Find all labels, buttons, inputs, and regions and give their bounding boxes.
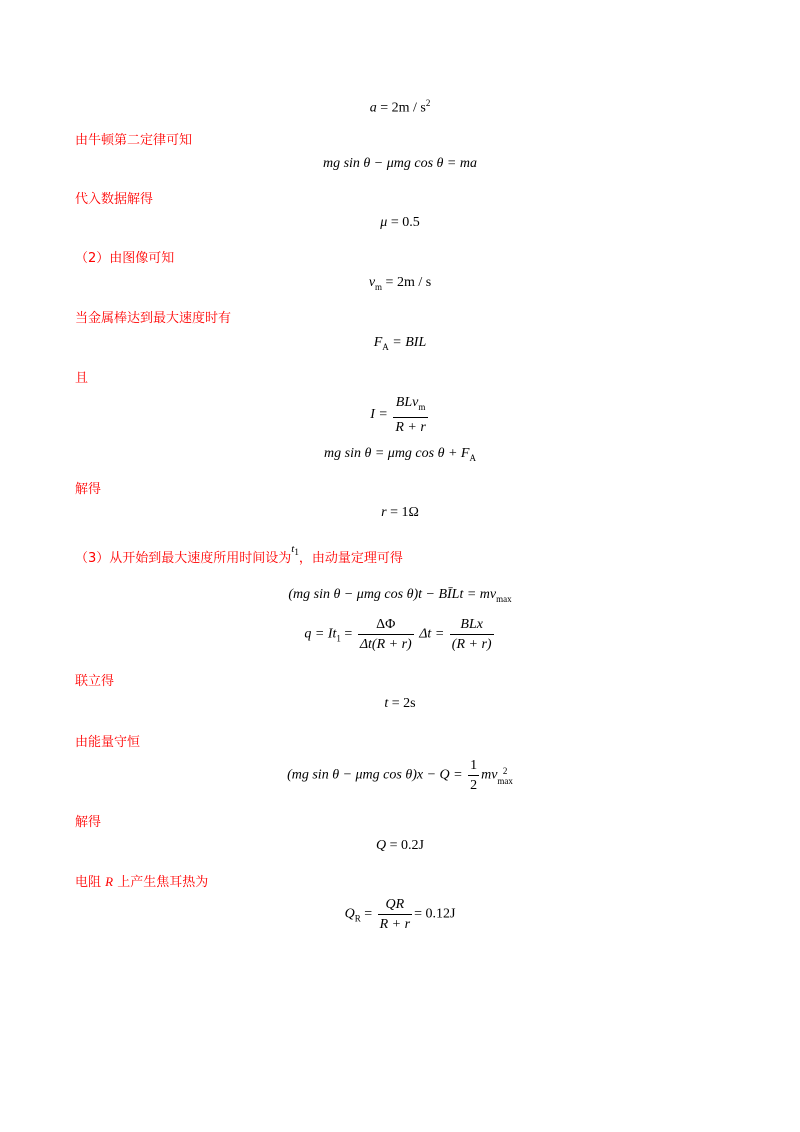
eq-text: = 1Ω xyxy=(386,505,419,520)
frac-num: BLx xyxy=(460,617,483,632)
text-line: 当金属棒达到最大速度时有 xyxy=(75,311,232,326)
eq-sub: 1 xyxy=(336,633,341,644)
eq-text: = 0.5 xyxy=(387,215,420,230)
eq-text: mv xyxy=(481,767,498,783)
frac-den: R + r xyxy=(395,419,426,435)
eq-sup: 2 xyxy=(425,98,431,108)
text-part: （3）从开始到最大速度所用时间设为 xyxy=(75,551,292,566)
eq-text: = 0.2J xyxy=(386,838,424,853)
eq-var: Q xyxy=(376,838,387,853)
fraction xyxy=(450,616,494,653)
frac-den: (R + r) xyxy=(451,637,492,652)
text-part: 上产生焦耳热为 xyxy=(117,875,209,890)
equation-ampere-force xyxy=(0,335,800,352)
eq-sub: max xyxy=(497,775,513,786)
eq-var: t xyxy=(384,696,389,711)
equation-balance xyxy=(0,446,800,463)
eq-sub: 1 xyxy=(294,547,299,558)
frac-num: QR xyxy=(385,897,405,912)
eq-var: μ xyxy=(380,215,388,230)
eq-text: = 2s xyxy=(388,696,416,711)
eq-var: r xyxy=(381,505,387,520)
eq-sup: 2 xyxy=(502,765,508,776)
eq-sub: A xyxy=(382,341,389,352)
eq-var: v xyxy=(368,275,376,290)
frac-num: 1 xyxy=(468,757,479,776)
eq-text: mg sin θ = μmg cos θ + F xyxy=(324,446,470,461)
frac-num: ΔΦ xyxy=(358,616,414,635)
fraction xyxy=(468,757,479,794)
equation-acceleration xyxy=(0,98,800,117)
eq-text: q = It xyxy=(304,626,337,642)
text-line: 解得 xyxy=(75,815,102,830)
text-line: （2）由图像可知 xyxy=(75,251,175,266)
frac-den: R + r xyxy=(379,917,411,932)
frac-den: Δt(R + r) xyxy=(359,637,412,652)
eq-text: = 2m / s xyxy=(382,275,432,290)
equation-momentum xyxy=(0,587,800,604)
equation-mu xyxy=(0,215,800,231)
eq-var: a xyxy=(369,100,377,116)
text-line xyxy=(75,871,208,890)
eq-var: t xyxy=(291,543,295,555)
frac-den: 2 xyxy=(470,778,478,793)
eq-text: = BIL xyxy=(388,335,427,350)
eq-sub: A xyxy=(469,452,476,463)
text-line: 由牛顿第二定律可知 xyxy=(75,133,193,148)
equation-heat xyxy=(0,838,800,854)
eq-text: = xyxy=(340,626,356,642)
eq-text: Δt = xyxy=(419,626,445,642)
fraction xyxy=(378,896,412,933)
equation-newton xyxy=(0,156,800,172)
eq-sub: max xyxy=(496,593,512,604)
eq-text: (mg sin θ − μmg cos θ)t − BĪLt = mv xyxy=(288,587,497,602)
text-line: 且 xyxy=(75,371,89,386)
eq-text: I = xyxy=(370,407,388,423)
text-part: ，由动量定理可得 xyxy=(298,551,403,566)
text-line-with-symbol xyxy=(75,543,403,567)
eq-var: F xyxy=(373,335,383,350)
equation-heat-resistor xyxy=(0,896,800,933)
eq-text: mg sin θ − μmg cos θ = ma xyxy=(322,156,477,171)
equation-charge xyxy=(0,616,800,653)
inline-symbol xyxy=(291,543,299,558)
text-line: 由能量守恒 xyxy=(75,735,141,750)
eq-text: = 0.12J xyxy=(414,906,456,922)
equation-energy xyxy=(0,757,800,794)
frac-num: BLv xyxy=(395,395,419,410)
eq-text: = xyxy=(360,906,373,922)
eq-sub: m xyxy=(375,281,383,292)
eq-text: (mg sin θ − μmg cos θ)x − Q = xyxy=(287,767,463,783)
text-part: 电阻 xyxy=(75,875,102,890)
text-line: 联立得 xyxy=(75,674,115,689)
text-line: 解得 xyxy=(75,482,102,497)
fraction xyxy=(358,616,414,653)
eq-sub: R xyxy=(354,913,361,924)
equation-current xyxy=(0,394,800,436)
equation-resistance xyxy=(0,505,800,521)
eq-var: Q xyxy=(344,906,355,922)
eq-sub: m xyxy=(418,401,426,412)
text-line: 代入数据解得 xyxy=(75,192,154,207)
eq-text: = 2m / s xyxy=(376,100,426,116)
equation-vm xyxy=(0,275,800,292)
text-part: R xyxy=(105,874,114,889)
fraction xyxy=(393,394,427,436)
equation-time xyxy=(0,696,800,712)
